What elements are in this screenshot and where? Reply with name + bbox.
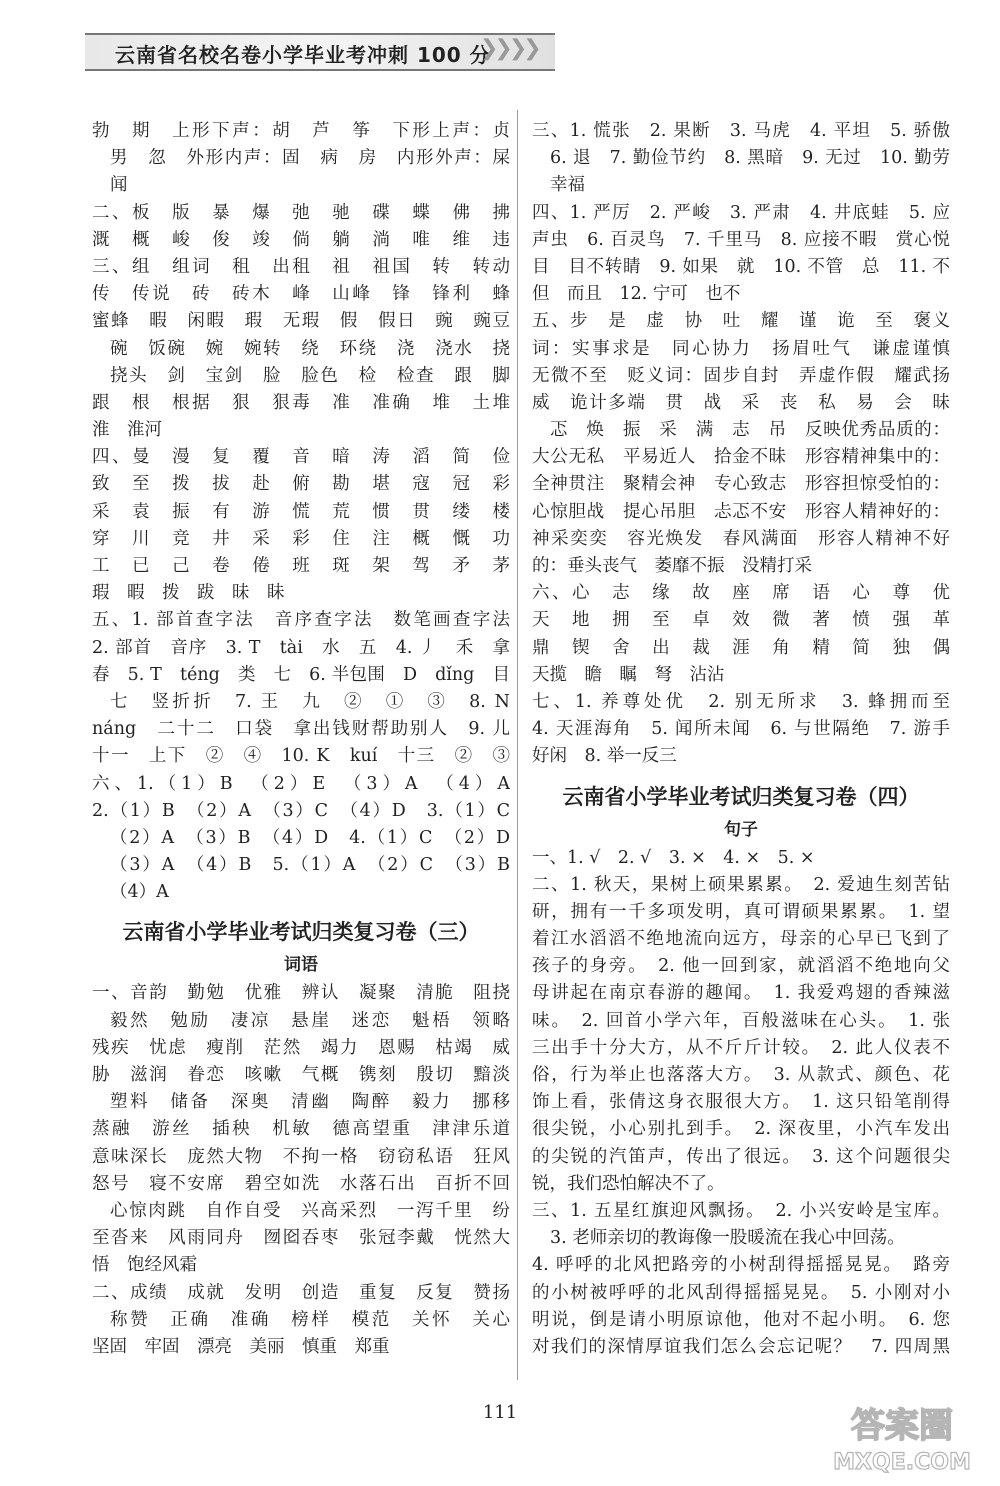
answer-line: 溉 概 峻 俊 竣 倘 躺 淌 唯 维 违 [92,229,510,250]
section-title: 云南省小学毕业考试归类复习卷（三） [122,920,480,945]
answer-line: náng 二十二 口袋 拿出钱财帮助别人 9. 儿 [92,719,510,740]
answer-line: 残疾 忧虑 瘦削 茫然 竭力 恩赐 枯竭 威 [92,1037,510,1058]
answer-line: 男 忽 外形内声：固 病 房 内形外声：屎 [110,148,510,169]
answer-line: 一、音韵 勤勉 优雅 辨认 凝聚 清脆 阻挠 [92,983,510,1004]
answer-line: 味。 2. 回首小学六年，百般滋味在心头。 1. 张 [532,1010,950,1031]
answer-line: 三、1. 慌张 2. 果断 3. 马虎 4. 平坦 5. 骄傲 [532,121,950,141]
answer-line: 五、1. 部首查字法 音序查字法 数笔画查字法 [92,610,510,631]
answer-line: 无微不至 贬义词：固步自封 弄虚作假 耀武扬 [532,365,950,386]
answer-line: 称赞 正确 准确 榜样 模范 关怀 关心 [110,1309,510,1330]
answer-line: 五、步 是 虚 协 吐 耀 谨 诡 至 褒义 [532,311,950,332]
answer-line: 传 传说 砖 砖木 峰 山峰 锋 锋利 蜂 [92,284,510,305]
answer-line: 孩子的身旁。 2. 他一回到家，就滔滔不绝地向父 [532,956,950,977]
answer-line: 意味深长 庞然大物 不拘一格 窃窃私语 狂风 [92,1146,510,1167]
answer-line: 一、1. √ 2. √ 3. × 4. × 5. × [532,847,815,868]
answer-line: 天 地 拥 至 卓 效 微 著 愤 强 革 [532,610,950,631]
watermark-logo [812,1395,992,1475]
answer-line: 闻 [110,175,128,196]
answer-line: 的尖锐的汽笛声，传出了很远。 3. 这个问题很尖 [532,1146,950,1167]
answer-line: 全神贯注 聚精会神 专心致志 形容担惊受怕的： [532,474,950,495]
answer-line: 词：实事求是 同心协力 扬眉吐气 谦虚谨慎 [532,338,950,359]
answer-line: 四、1. 严厉 2. 严峻 3. 严肃 4. 井底蛙 5. 应 [532,202,950,223]
answer-line: 威 诡计多端 贯 战 采 丧 私 易 会 昧 [532,392,950,413]
answer-line: 三、组 组词 租 出租 祖 祖国 转 转动 [92,256,510,277]
answer-line: 忑 焕 振 采 满 志 吊 反映优秀品质的： [550,420,950,441]
answer-line: 目 目不转睛 9. 如果 就 10. 不管 总 11. 不 [532,256,950,277]
answer-line: 挠头 剑 宝剑 脸 脸色 检 检查 跟 脚 [110,365,510,386]
answer-line: 鼎 锲 舍 出 裁 涯 角 精 简 独 偶 [532,637,950,658]
answer-line: 淮 淮河 [92,420,162,441]
answer-line: 致 至 拨 拔 赴 俯 勘 堪 寇 冠 彩 [92,474,510,495]
answer-line: 神采奕奕 容光焕发 春风满面 形容人精神不好 [532,528,950,549]
answer-line: 三、1. 五星红旗迎风飘扬。 2. 小兴安岭是宝库。 [532,1200,950,1221]
answer-line: 至沓来 风雨同舟 囫囵吞枣 张冠李戴 恍然大 [92,1228,510,1249]
column-divider [517,110,518,1380]
answer-line: 七、1. 养尊处优 2. 别无所求 3. 蜂拥而至 [532,691,950,712]
answer-line: 瑕 暇 拨 跋 昧 眛 [92,583,285,604]
answer-line: 天揽 瞻 瞩 弩 沾沾 [532,664,725,685]
section-subtitle: 句子 [724,819,758,840]
answer-line: 声虫 6. 百灵鸟 7. 千里马 8. 应接不暇 赏心悦 [532,229,950,250]
answer-line: 的小树被呼呼的北风刮得摇摇晃晃。 5. 小刚对小 [532,1282,950,1303]
answer-line: 悟 饱经风霜 [92,1255,197,1276]
answer-line: 坚固 牢固 漂亮 美丽 慎重 郑重 [92,1336,390,1357]
answer-line: 穿 川 竞 井 采 彩 住 注 概 慨 功 [92,528,510,549]
answer-line: 3. 老师亲切的教诲像一股暖流在我心中回荡。 [550,1228,905,1249]
answer-line: 心惊胆战 提心吊胆 忐忑不安 形容人精神好的： [532,501,950,522]
answer-line: 4. 天涯海角 5. 闻所未闻 6. 与世隔绝 7. 游手 [532,719,950,740]
answer-line: 工 已 己 卷 倦 班 斑 架 驾 矛 茅 [92,556,510,576]
watermark-logo-text: 答案圈 [851,1406,953,1446]
header-title: 云南省名校名卷小学毕业考冲刺 100 分 [115,43,491,67]
answer-line: 研，拥有一千多项发明，真可谓硕果累累。 1. 望 [532,901,950,922]
answer-line: 很尖锐，小心别扎到手。 2. 深夜里，小汽车发出 [532,1119,950,1140]
answer-line: 怒号 寝不安席 碧空如洗 水落石出 百折不回 [92,1173,510,1194]
right-column [532,118,950,1361]
answer-line: 6. 退 7. 勤俭节约 8. 黑暗 9. 无过 10. 勤劳 [550,148,950,169]
answer-line: 跟 根 根据 狠 狠毒 准 准确 堆 土堆 [92,392,510,413]
answer-line: 六、1.（1）B （2）E （3）A （4）A [92,773,510,794]
answer-line: 塑料 储备 深奥 清幽 陶醉 毅力 挪移 [110,1092,510,1113]
answer-line: 明说，倒是请小明原谅他，他对不起小明。 6. 您 [532,1309,950,1330]
answer-line: 六、心 志 缘 故 座 席 语 心 尊 优 [532,583,950,604]
header-arrows-decoration: ❯❯❯❯ [480,36,538,61]
answer-line: 幸福 [550,175,585,196]
answer-line: 二、板 版 暴 爆 弛 驰 碟 蝶 佛 拂 [92,202,510,223]
answer-line: 着江水滔滔不绝地流向远方，母亲的心早已飞到了 [532,929,950,950]
answer-line: （3）A （4）B 5.（1）A （2）C （3）B [110,855,510,876]
answer-line: 母讲起在南京春游的趣闻。 1. 我爱鸡翅的香辣滋 [532,983,950,1004]
answer-line: 三出手十分大方，从不斤斤计较。 2. 此人仪表不 [532,1037,950,1058]
answer-line: 对我们的深情厚谊我们怎么会忘记呢？ 7. 四周黑 [532,1336,950,1357]
answer-line: 大公无私 平易近人 拾金不昧 形容精神集中的： [532,447,950,468]
answer-line: 2. 部首 音序 3. T tài 水 五 4. 丿 禾 拿 [92,637,510,658]
answer-line: 二、成绩 成就 发明 创造 重复 反复 赞扬 [92,1282,510,1303]
answer-line: 四、曼 漫 复 覆 音 暗 涛 滔 简 俭 [92,447,510,468]
answer-line: 的：垂头丧气 萎靡不振 没精打采 [532,556,812,576]
left-column [92,118,510,1361]
answer-line: 饰上看，张倩这身衣服很大方。 1. 这只铅笔削得 [532,1092,950,1113]
answer-line: 十一 上下 ② ④ 10. K kuí 十三 ② ③ [92,746,510,767]
answer-line: 七 竖折折 7. 王 九 ② ① ③ 8. N [110,691,510,712]
answer-line: 春 5. T téng 类 七 6. 半包围 D dǐng 目 [92,664,510,685]
page-number: 111 [482,1402,518,1423]
answer-line: 碗 饭碗 婉 婉转 绕 环绕 浇 浇水 挠 [110,338,510,359]
answer-line: 好闲 8. 举一反三 [532,746,677,767]
section-subtitle: 词语 [284,955,318,976]
answer-line: 但 而且 12. 宁可 也不 [532,284,741,305]
answer-line: 勃 期 上形下声：胡 芦 筝 下形上声：贞 [92,121,510,141]
answer-line: 胁 滋润 眷恋 咳嗽 气概 镌刻 殷切 黯淡 [92,1065,510,1085]
answer-line: 蒸融 游丝 插秧 机敏 德高望重 津津乐道 [92,1119,510,1140]
answer-line: 蜜蜂 暇 闲暇 瑕 无瑕 假 假日 豌 豌豆 [92,311,510,332]
answer-line: 二、1. 秋天，果树上硕果累累。 2. 爱迪生刻苦钻 [532,874,950,895]
answer-line: 4. 呼呼的北风把路旁的小树刮得摇摇晃晃。 路旁 [532,1255,950,1276]
watermark-url-text: MXQE.COM [833,1450,971,1475]
answer-line: 采 袁 振 有 游 慌 荒 惯 贯 缕 楼 [92,501,510,522]
answer-line: （2）A （3）B （4）D 4.（1）C （2）D [110,827,510,848]
answer-line: 锐，我们恐怕解决不了。 [532,1173,725,1194]
answer-line: 2.（1）B （2）A （3）C （4）D 3.（1）C [92,800,510,821]
answer-line: 毅然 勉励 凄凉 悬崖 迷恋 魁梧 领略 [110,1010,510,1031]
answer-line: 俗，行为举止也落落大方。 3. 从款式、颜色、花 [532,1065,950,1085]
section-title: 云南省小学毕业考试归类复习卷（四） [562,784,920,809]
answer-line: 心惊肉跳 自作自受 兴高采烈 一泻千里 纷 [110,1200,510,1221]
answer-line: （4）A [110,882,169,903]
